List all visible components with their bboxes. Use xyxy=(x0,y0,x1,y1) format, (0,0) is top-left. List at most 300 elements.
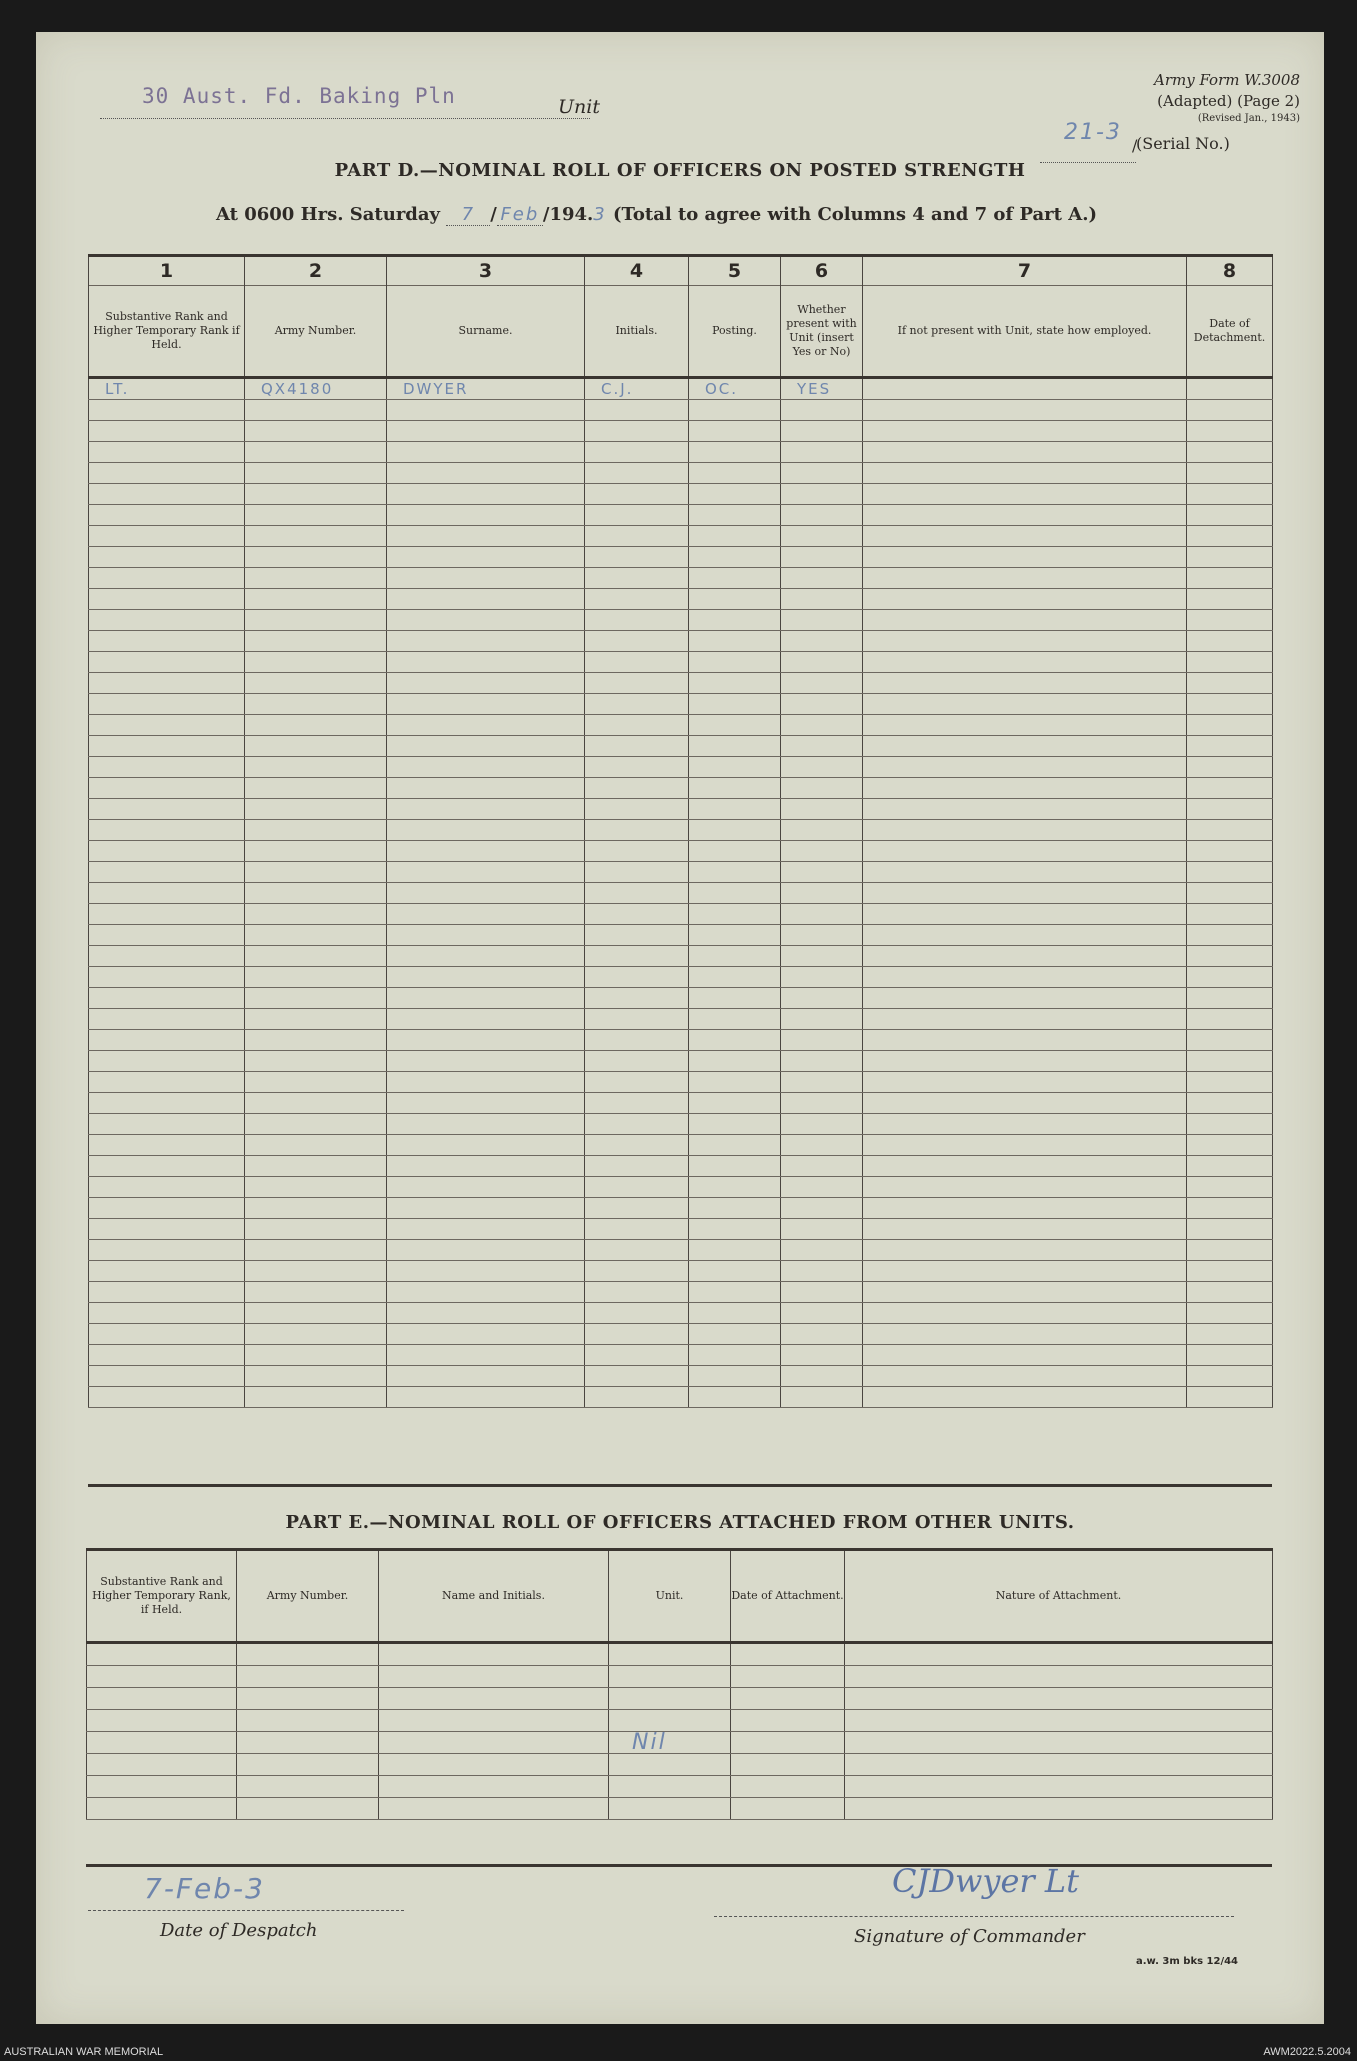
table-cell xyxy=(731,1732,845,1754)
table-cell xyxy=(863,400,1187,421)
table-row xyxy=(89,526,1273,547)
table-cell xyxy=(387,1072,585,1093)
table-cell xyxy=(863,946,1187,967)
table-cell xyxy=(863,694,1187,715)
col-header-posting: Posting. xyxy=(689,286,781,378)
col-number: 8 xyxy=(1187,256,1273,286)
table-row xyxy=(89,1282,1273,1303)
table-cell xyxy=(781,1324,863,1345)
table-cell xyxy=(379,1710,609,1732)
table-cell xyxy=(1187,1345,1273,1366)
table-cell xyxy=(845,1710,1273,1732)
table-row xyxy=(89,1093,1273,1114)
serial-label: (Serial No.) xyxy=(1136,134,1230,153)
table-cell xyxy=(863,547,1187,568)
table-row xyxy=(89,547,1273,568)
table-cell xyxy=(89,883,245,904)
table-cell xyxy=(1187,1219,1273,1240)
table-row xyxy=(89,862,1273,883)
col-number: 4 xyxy=(585,256,689,286)
table-cell xyxy=(781,1093,863,1114)
table-cell xyxy=(689,631,781,652)
table-cell xyxy=(845,1732,1273,1754)
table-cell xyxy=(689,1261,781,1282)
table-cell xyxy=(245,547,387,568)
form-adapted: (Adapted) (Page 2) xyxy=(1157,92,1300,110)
table-cell xyxy=(845,1643,1273,1666)
col-number: 7 xyxy=(863,256,1187,286)
table-cell xyxy=(387,1156,585,1177)
table-cell xyxy=(245,1051,387,1072)
table-cell xyxy=(387,820,585,841)
table-cell xyxy=(863,1030,1187,1051)
table-cell xyxy=(689,1366,781,1387)
table-cell xyxy=(387,1198,585,1219)
table-cell xyxy=(781,1198,863,1219)
table-cell xyxy=(1187,862,1273,883)
table-cell xyxy=(731,1710,845,1732)
table-row xyxy=(89,1051,1273,1072)
col-header-rank: Substantive Rank and Higher Temporary Rank if Held. xyxy=(89,286,245,378)
table-row xyxy=(89,715,1273,736)
table-cell xyxy=(89,862,245,883)
table-cell xyxy=(863,652,1187,673)
table-cell xyxy=(387,1261,585,1282)
table-row xyxy=(89,1345,1273,1366)
table-cell xyxy=(245,1366,387,1387)
table-row xyxy=(89,400,1273,421)
table-cell xyxy=(1187,715,1273,736)
col-header-attachment-date: Date of Attachment. xyxy=(731,1550,845,1643)
table-cell xyxy=(89,1219,245,1240)
cell-army-number: QX4180 xyxy=(245,378,387,400)
table-row xyxy=(89,1366,1273,1387)
table-cell xyxy=(781,946,863,967)
table-cell xyxy=(89,1135,245,1156)
table-cell xyxy=(781,547,863,568)
col-header-employed: If not present with Unit, state how employed. xyxy=(863,286,1187,378)
table-cell xyxy=(689,715,781,736)
table-cell xyxy=(245,631,387,652)
table-cell xyxy=(387,1303,585,1324)
table-cell xyxy=(1187,1387,1273,1408)
table-cell xyxy=(781,841,863,862)
table-row xyxy=(89,1261,1273,1282)
col-header-present: Whether present with Unit (insert Yes or No) xyxy=(781,286,863,378)
table-cell xyxy=(585,1282,689,1303)
table-row xyxy=(87,1776,1273,1798)
table-cell xyxy=(781,736,863,757)
table-cell xyxy=(585,1135,689,1156)
table-cell xyxy=(1187,1093,1273,1114)
table-row xyxy=(89,925,1273,946)
archive-credit: AUSTRALIAN WAR MEMORIAL xyxy=(4,2046,164,2058)
table-cell xyxy=(863,841,1187,862)
table-cell xyxy=(245,610,387,631)
table-cell xyxy=(87,1643,237,1666)
table-cell xyxy=(387,1324,585,1345)
table-cell xyxy=(87,1776,237,1798)
table-cell xyxy=(863,1114,1187,1135)
table-cell xyxy=(689,463,781,484)
table-row xyxy=(89,799,1273,820)
table-cell xyxy=(387,1009,585,1030)
table-cell xyxy=(689,526,781,547)
table-cell xyxy=(781,904,863,925)
table-cell xyxy=(689,400,781,421)
table-row xyxy=(89,946,1273,967)
table-cell xyxy=(689,1282,781,1303)
table-cell xyxy=(387,1282,585,1303)
table-cell xyxy=(689,1093,781,1114)
table-cell xyxy=(781,820,863,841)
table-cell xyxy=(585,589,689,610)
table-cell xyxy=(781,715,863,736)
table-cell xyxy=(89,1345,245,1366)
table-cell xyxy=(585,505,689,526)
table-cell xyxy=(689,736,781,757)
table-cell xyxy=(387,736,585,757)
table-cell xyxy=(781,610,863,631)
table-cell xyxy=(689,421,781,442)
table-cell xyxy=(387,1366,585,1387)
table-cell xyxy=(781,862,863,883)
table-cell xyxy=(89,715,245,736)
table-cell xyxy=(781,631,863,652)
table-cell xyxy=(863,736,1187,757)
table-cell xyxy=(245,1198,387,1219)
table-cell xyxy=(863,589,1187,610)
table-cell xyxy=(585,946,689,967)
table-cell xyxy=(1187,652,1273,673)
form-number: Army Form W.3008 xyxy=(1154,71,1300,89)
table-cell xyxy=(1187,1303,1273,1324)
cell-surname: DWYER xyxy=(387,378,585,400)
part-e-header-row xyxy=(87,1550,1273,1643)
table-cell xyxy=(89,1240,245,1261)
table-cell xyxy=(585,778,689,799)
table-cell xyxy=(387,589,585,610)
table-cell xyxy=(89,652,245,673)
part-d-table xyxy=(88,254,1273,1408)
table-row xyxy=(89,1135,1273,1156)
table-cell xyxy=(689,1324,781,1345)
table-cell xyxy=(845,1666,1273,1688)
table-cell xyxy=(585,610,689,631)
col-header-rank: Substantive Rank and Higher Temporary Rank, if Held. xyxy=(87,1550,237,1643)
table-cell xyxy=(379,1688,609,1710)
table-row xyxy=(89,1072,1273,1093)
table-cell xyxy=(863,1072,1187,1093)
table-cell xyxy=(387,1345,585,1366)
table-row xyxy=(89,1156,1273,1177)
table-cell xyxy=(1187,904,1273,925)
table-cell xyxy=(781,526,863,547)
table-cell xyxy=(689,1387,781,1408)
table-cell xyxy=(379,1732,609,1754)
table-cell xyxy=(379,1643,609,1666)
table-cell xyxy=(387,1387,585,1408)
table-cell xyxy=(89,1324,245,1345)
table-cell xyxy=(87,1710,237,1732)
table-cell xyxy=(237,1666,379,1688)
table-cell xyxy=(387,925,585,946)
table-cell xyxy=(1187,505,1273,526)
table-cell xyxy=(689,1240,781,1261)
part-e-table xyxy=(86,1548,1273,1820)
table-cell xyxy=(609,1688,731,1710)
table-cell xyxy=(89,1156,245,1177)
table-cell xyxy=(245,1387,387,1408)
table-cell xyxy=(245,1240,387,1261)
table-cell xyxy=(89,841,245,862)
table-cell xyxy=(89,631,245,652)
table-cell xyxy=(609,1643,731,1666)
table-cell xyxy=(89,757,245,778)
cell-rank: LT. xyxy=(89,378,245,400)
cell-posting: OC. xyxy=(689,378,781,400)
table-cell xyxy=(245,526,387,547)
table-cell xyxy=(585,484,689,505)
part-d-bottom-rule xyxy=(88,1484,1272,1487)
table-cell xyxy=(781,1177,863,1198)
table-cell xyxy=(89,694,245,715)
table-cell xyxy=(1187,1261,1273,1282)
cell-detachment xyxy=(1187,378,1273,400)
table-cell xyxy=(89,967,245,988)
table-row xyxy=(89,841,1273,862)
table-cell xyxy=(863,1345,1187,1366)
table-cell xyxy=(689,1156,781,1177)
table-cell xyxy=(237,1798,379,1820)
table-cell xyxy=(89,1303,245,1324)
table-row xyxy=(89,652,1273,673)
table-cell xyxy=(689,1198,781,1219)
table-cell xyxy=(87,1798,237,1820)
col-number: 1 xyxy=(89,256,245,286)
table-row xyxy=(89,988,1273,1009)
table-cell xyxy=(1187,526,1273,547)
table-cell xyxy=(585,463,689,484)
table-cell xyxy=(585,1345,689,1366)
table-cell xyxy=(387,652,585,673)
column-number-row xyxy=(89,256,1273,286)
table-cell xyxy=(863,883,1187,904)
table-cell xyxy=(781,442,863,463)
table-cell xyxy=(245,484,387,505)
table-row xyxy=(89,1198,1273,1219)
table-cell xyxy=(245,1261,387,1282)
table-cell xyxy=(387,1177,585,1198)
table-cell xyxy=(1187,1324,1273,1345)
table-cell xyxy=(689,1303,781,1324)
table-cell xyxy=(245,715,387,736)
table-cell xyxy=(689,799,781,820)
table-cell xyxy=(689,1177,781,1198)
table-cell xyxy=(781,1366,863,1387)
table-cell xyxy=(387,967,585,988)
table-cell xyxy=(863,631,1187,652)
table-cell xyxy=(387,988,585,1009)
table-row xyxy=(89,673,1273,694)
table-row xyxy=(89,1303,1273,1324)
table-cell xyxy=(585,400,689,421)
table-cell xyxy=(1187,463,1273,484)
table-cell xyxy=(863,1135,1187,1156)
table-cell xyxy=(585,1261,689,1282)
table-cell xyxy=(609,1732,731,1754)
table-cell xyxy=(89,610,245,631)
part-e-bottom-rule xyxy=(86,1864,1272,1867)
signature-label: Signature of Commander xyxy=(854,1926,1085,1947)
table-cell xyxy=(781,694,863,715)
print-code: a.w. 3m bks 12/44 xyxy=(1136,1956,1239,1967)
col-header-unit: Unit. xyxy=(609,1550,731,1643)
table-cell xyxy=(1187,568,1273,589)
table-cell xyxy=(689,1051,781,1072)
col-header-nature: Nature of Attachment. xyxy=(845,1550,1273,1643)
table-cell xyxy=(689,484,781,505)
table-cell xyxy=(245,400,387,421)
table-cell xyxy=(245,1156,387,1177)
table-cell xyxy=(89,736,245,757)
table-cell xyxy=(245,421,387,442)
table-cell xyxy=(1187,841,1273,862)
table-cell xyxy=(689,694,781,715)
table-cell xyxy=(781,1345,863,1366)
table-cell xyxy=(1187,631,1273,652)
table-cell xyxy=(89,988,245,1009)
table-cell xyxy=(863,1219,1187,1240)
table-cell xyxy=(585,820,689,841)
table-cell xyxy=(863,673,1187,694)
col-number: 5 xyxy=(689,256,781,286)
table-cell xyxy=(689,883,781,904)
col-header-name: Name and Initials. xyxy=(379,1550,609,1643)
table-cell xyxy=(689,1114,781,1135)
table-row xyxy=(87,1643,1273,1666)
table-cell xyxy=(609,1754,731,1776)
table-cell xyxy=(863,1051,1187,1072)
table-cell xyxy=(781,988,863,1009)
col-header-army-number: Army Number. xyxy=(245,286,387,378)
col-number: 3 xyxy=(387,256,585,286)
table-cell xyxy=(387,1219,585,1240)
table-cell xyxy=(863,904,1187,925)
table-cell xyxy=(781,652,863,673)
table-cell xyxy=(1187,925,1273,946)
table-cell xyxy=(863,1240,1187,1261)
table-cell xyxy=(387,1114,585,1135)
col-header-surname: Surname. xyxy=(387,286,585,378)
table-cell xyxy=(387,1135,585,1156)
table-cell xyxy=(1187,694,1273,715)
table-cell xyxy=(781,1072,863,1093)
table-cell xyxy=(245,1030,387,1051)
table-cell xyxy=(245,1093,387,1114)
table-cell xyxy=(585,1366,689,1387)
table-cell xyxy=(863,442,1187,463)
table-cell xyxy=(689,505,781,526)
table-cell xyxy=(781,757,863,778)
unit-label: Unit xyxy=(558,96,600,118)
table-cell xyxy=(89,526,245,547)
table-cell xyxy=(781,1051,863,1072)
table-cell xyxy=(609,1666,731,1688)
table-cell xyxy=(689,1072,781,1093)
table-cell xyxy=(863,925,1187,946)
table-cell xyxy=(863,1303,1187,1324)
table-cell xyxy=(89,1030,245,1051)
table-cell xyxy=(585,841,689,862)
table-cell xyxy=(689,841,781,862)
table-cell xyxy=(387,463,585,484)
table-cell xyxy=(87,1666,237,1688)
serial-number-handwritten: 21-3 xyxy=(1064,120,1122,145)
table-cell xyxy=(387,841,585,862)
table-cell xyxy=(245,925,387,946)
table-row xyxy=(87,1732,1273,1754)
table-cell xyxy=(585,1156,689,1177)
table-cell xyxy=(585,1387,689,1408)
table-cell xyxy=(245,442,387,463)
cell-initials: C.J. xyxy=(585,378,689,400)
table-cell xyxy=(387,442,585,463)
table-cell xyxy=(387,1030,585,1051)
table-cell xyxy=(245,757,387,778)
table-cell xyxy=(89,1177,245,1198)
table-cell xyxy=(1187,799,1273,820)
table-cell xyxy=(845,1688,1273,1710)
table-row xyxy=(89,736,1273,757)
table-cell xyxy=(379,1798,609,1820)
table-cell xyxy=(863,568,1187,589)
table-cell xyxy=(585,736,689,757)
table-cell xyxy=(1187,1177,1273,1198)
table-cell xyxy=(585,673,689,694)
table-row xyxy=(89,421,1273,442)
table-row xyxy=(89,463,1273,484)
table-cell xyxy=(863,526,1187,547)
table-cell xyxy=(585,442,689,463)
table-cell xyxy=(245,1324,387,1345)
table-cell xyxy=(387,715,585,736)
date-year: /194. xyxy=(542,204,594,225)
table-cell xyxy=(781,1219,863,1240)
table-cell xyxy=(1187,967,1273,988)
part-d-date-line xyxy=(216,204,1097,226)
table-cell xyxy=(237,1732,379,1754)
table-cell xyxy=(689,778,781,799)
table-cell xyxy=(585,715,689,736)
unit-stamp: 30 Aust. Fd. Baking Pln xyxy=(142,84,456,108)
table-cell xyxy=(781,1240,863,1261)
commander-signature: CJDwyer Lt xyxy=(892,1862,1079,1900)
table-cell xyxy=(1187,1051,1273,1072)
table-cell xyxy=(781,1009,863,1030)
table-cell xyxy=(245,673,387,694)
table-cell xyxy=(585,568,689,589)
table-cell xyxy=(863,505,1187,526)
table-cell xyxy=(1187,946,1273,967)
table-cell xyxy=(387,484,585,505)
table-cell xyxy=(863,1366,1187,1387)
table-cell xyxy=(781,1387,863,1408)
table-cell xyxy=(387,904,585,925)
table-cell xyxy=(585,1177,689,1198)
table-cell xyxy=(863,1324,1187,1345)
table-cell xyxy=(387,421,585,442)
